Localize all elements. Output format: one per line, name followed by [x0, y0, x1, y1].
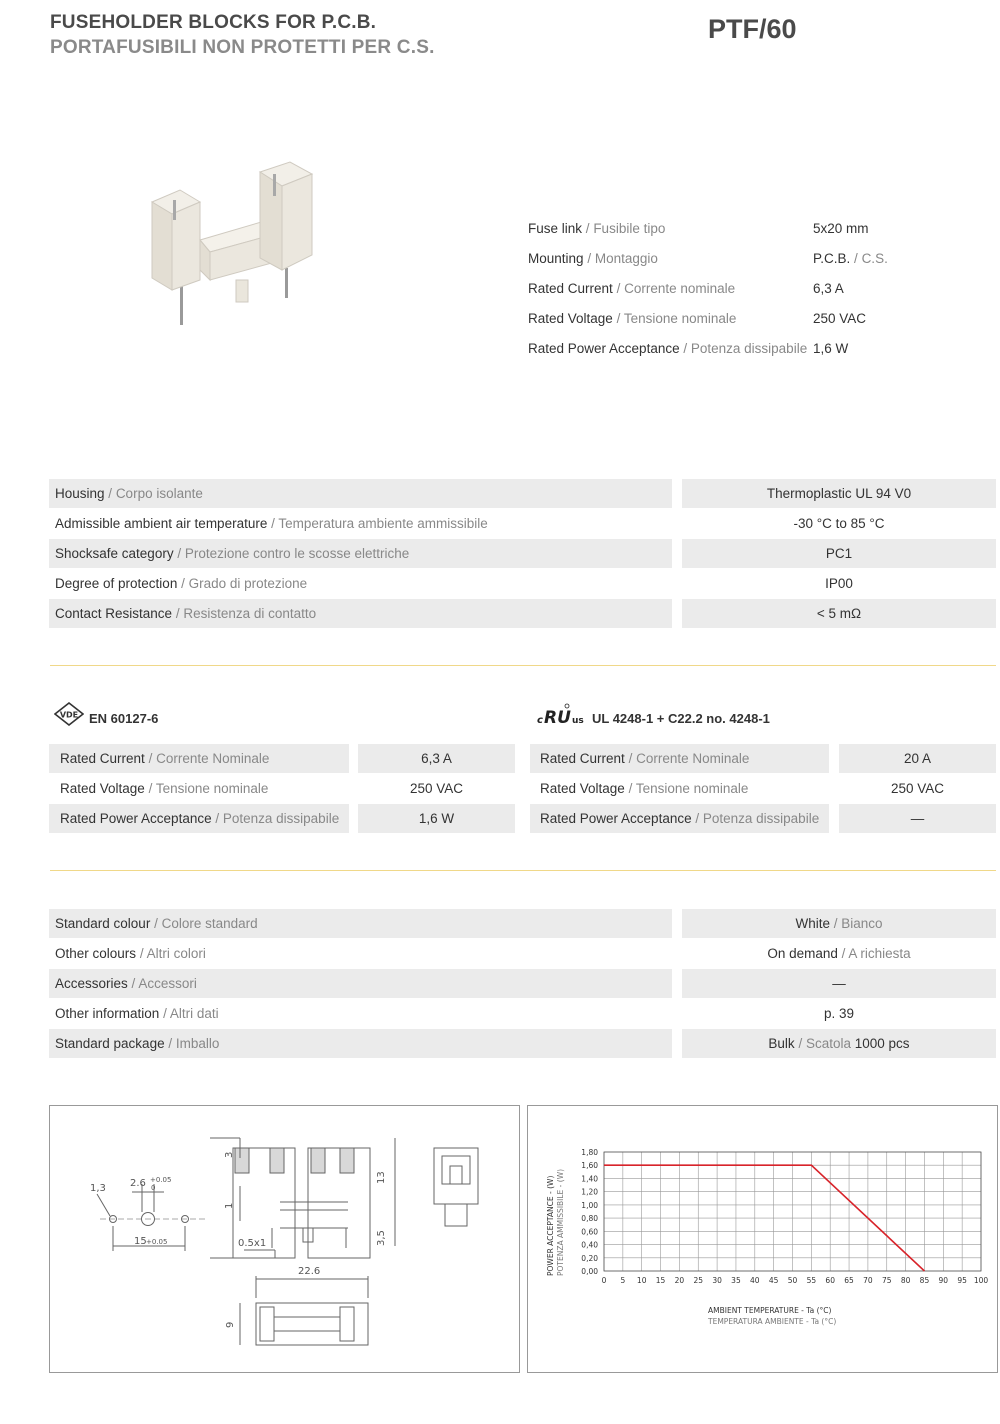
row-label-it: Temperatura ambiente ammissibile [278, 516, 488, 531]
table-row: Other information / Altri dati p. 39 [0, 999, 1000, 1028]
table-row: Contact Resistance / Resistenza di contatto < 5 mΩ [0, 599, 1000, 628]
dim-pin: 0.5x1 [238, 1238, 267, 1249]
row-value: White [795, 916, 830, 931]
row-label-it: Altri dati [169, 1006, 219, 1021]
y-tick-label: 1,00 [581, 1200, 598, 1210]
row-label-it: Colore standard [161, 916, 258, 931]
row-label: Standard package [55, 1036, 165, 1051]
x-tick-label: 65 [844, 1276, 854, 1285]
x-tick-label: 50 [787, 1276, 798, 1285]
technical-drawing-box [49, 1105, 520, 1373]
dim-length: 22.6 [298, 1266, 321, 1277]
y-axis-label-it: POTENZA AMMISSIBILE - (W) [556, 1168, 565, 1276]
row-label-it: Accessori [138, 976, 197, 991]
x-tick-label: 25 [693, 1276, 704, 1285]
spec-value: 250 VAC [813, 311, 867, 326]
row-label-it: Potenza dissipabile [702, 811, 820, 826]
ul-logo-ru: RU [544, 708, 571, 728]
spec-label-it: Fusibile tipo [593, 221, 666, 236]
row-label-it: Tensione nominale [155, 781, 269, 796]
row-label: Rated Voltage [60, 781, 145, 796]
x-tick-label: 60 [825, 1276, 835, 1285]
dim-3-5: 3,5 [376, 1230, 387, 1246]
row-label: Standard colour [55, 916, 151, 931]
y-tick-label: 0,60 [581, 1227, 598, 1237]
row-value: On demand [767, 946, 838, 961]
x-tick-label: 20 [674, 1276, 685, 1285]
row-value: — [910, 811, 925, 826]
row-label: Other information [55, 1006, 160, 1021]
x-axis-label: AMBIENT TEMPERATURE - Ta (°C) [708, 1306, 832, 1315]
product-photo [140, 90, 380, 400]
spec-value-it: C.S. [861, 251, 888, 266]
x-tick-label: 30 [712, 1276, 722, 1285]
spec-label-it: Montaggio [594, 251, 658, 266]
y-axis-label: POWER ACCEPTANCE - (W) [546, 1175, 555, 1276]
spec-label-it: Corrente nominale [624, 281, 736, 296]
row-label: Rated Power Acceptance [540, 811, 692, 826]
row-label: Degree of protection [55, 576, 178, 591]
y-axis [581, 1148, 598, 1276]
row-label-it: Grado di protezione [188, 576, 308, 591]
row-label-it: Altri colori [146, 946, 206, 961]
x-tick-label: 100 [973, 1276, 989, 1285]
cert-standard-ul: UL 4248-1 + C22.2 no. 4248-1 [592, 711, 770, 726]
vde-logo-icon [54, 702, 84, 726]
row-label: Rated Voltage [540, 781, 625, 796]
row-value-it: Bianco [841, 916, 883, 931]
title-italian: PORTAFUSIBILI NON PROTETTI PER C.S. [50, 37, 435, 58]
technical-drawing [50, 1106, 519, 1372]
row-value: p. 39 [823, 1006, 855, 1021]
cert-table-row: Rated Current / Corrente Nominale 6,3 A Rated Current / Corrente Nominale 20 A [0, 744, 1000, 773]
table-row: Other colours / Altri colori On demand / A richiesta [55, 946, 911, 961]
row-value: 250 VAC [890, 781, 945, 796]
row-label: Housing [55, 486, 105, 501]
dim-13: 13 [376, 1171, 387, 1184]
row-value-qty: 1000 pcs [854, 1036, 910, 1051]
row-label-it: Tensione nominale [635, 781, 749, 796]
x-tick-label: 75 [881, 1276, 892, 1285]
x-tick-label: 5 [620, 1276, 626, 1285]
spec-value: 1,6 W [813, 341, 849, 356]
row-value-it: Scatola [805, 1036, 851, 1051]
x-tick-label: 85 [919, 1276, 930, 1285]
y-tick-label: 0,80 [581, 1214, 598, 1224]
spec-label: Mounting [528, 251, 584, 266]
spec-label-it: Potenza dissipabile [690, 341, 808, 356]
x-tick-label: 90 [938, 1276, 949, 1285]
dim-3: 3 [224, 1151, 235, 1158]
cert-table-row: Rated Power Acceptance / Potenza dissipabile 1,6 W Rated Power Acceptance / Potenza dissipabile — [0, 804, 1000, 833]
y-tick-label: 1,20 [581, 1187, 598, 1197]
x-tick-label: 45 [768, 1276, 779, 1285]
row-label: Admissible ambient air temperature [55, 516, 268, 531]
row-value: IP00 [825, 576, 853, 591]
chart-grid [604, 1152, 981, 1271]
cert-header-vde [54, 702, 514, 732]
table-row: Degree of protection / Grado di protezione IP00 [0, 569, 1000, 598]
row-value: Thermoplastic UL 94 V0 [766, 486, 912, 501]
x-tick-label: 35 [731, 1276, 741, 1285]
table-row: Accessories / Accessori — [0, 969, 1000, 998]
spec-row-fuse-link: Fuse link / Fusibile tipo 5x20 mm [528, 214, 968, 244]
row-value: 6,3 A [421, 751, 452, 766]
spec-label: Rated Voltage [528, 311, 613, 326]
row-value: 250 VAC [409, 781, 464, 796]
spec-row-mounting: Mounting / Montaggio P.C.B. / C.S. [528, 251, 888, 266]
table-row: Admissible ambient air temperature / Temperatura ambiente ammissibile -30 °C to 85 °C [0, 509, 1000, 538]
x-tick-label: 70 [863, 1276, 873, 1285]
spec-label-it: Tensione nominale [623, 311, 737, 326]
vde-logo-text: VDE [59, 710, 79, 720]
row-value: -30 °C to 85 °C [793, 516, 885, 531]
row-label: Other colours [55, 946, 137, 961]
section-divider [50, 665, 996, 666]
ul-logo-c: c [537, 715, 543, 726]
table-row: Standard package / Imballo Bulk / Scatola 1000 pcs [0, 1029, 1000, 1058]
spec-label: Rated Current [528, 281, 613, 296]
dim-tol-plus: +0.05 [150, 1176, 172, 1184]
row-label: Rated Current [540, 751, 625, 766]
dim-pitch-tol: +0.05 [146, 1238, 168, 1246]
spec-value: 6,3 A [813, 281, 844, 296]
section-divider [50, 870, 996, 871]
row-label-it: Potenza dissipabile [222, 811, 340, 826]
row-label-it: Imballo [175, 1036, 220, 1051]
y-tick-label: 1,40 [581, 1174, 598, 1184]
x-tick-label: 0 [601, 1276, 607, 1285]
ul-recognized-logo-icon [536, 702, 586, 728]
row-value: Bulk [768, 1036, 795, 1051]
x-tick-label: 15 [655, 1276, 666, 1285]
ul-logo-us: us [572, 716, 584, 726]
y-tick-label: 1,80 [581, 1148, 598, 1157]
row-label-it: Protezione contro le scosse elettriche [184, 546, 410, 561]
x-tick-label: 80 [900, 1276, 911, 1285]
x-tick-label: 10 [636, 1276, 647, 1285]
row-label-it: Corpo isolante [115, 486, 203, 501]
y-tick-label: 0,00 [581, 1267, 598, 1276]
row-label-it: Resistenza di contatto [183, 606, 317, 621]
cert-header-ul [536, 702, 996, 732]
row-value: — [832, 976, 846, 991]
spec-value: P.C.B. [813, 251, 851, 266]
row-value: 20 A [903, 751, 932, 766]
y-tick-label: 1,60 [581, 1161, 598, 1171]
dim-tol-zero: 0 [151, 1184, 156, 1192]
y-tick-label: 0,40 [581, 1240, 598, 1250]
y-tick-label: 0,20 [581, 1253, 598, 1263]
x-axis [602, 1276, 989, 1285]
spec-row-rated-power: Rated Power Acceptance / Potenza dissipabile 1,6 W [528, 334, 968, 364]
spec-label: Fuse link [528, 221, 583, 236]
cert-standard-vde: EN 60127-6 [89, 711, 159, 726]
dim-1: 1 [224, 1202, 235, 1209]
table-row: Standard colour / Colore standard White / Bianco [0, 909, 1000, 938]
spec-row-rated-current: Rated Current / Corrente nominale 6,3 A [528, 274, 968, 304]
row-value: < 5 mΩ [816, 606, 862, 621]
dim-hole: 1,3 [90, 1183, 106, 1194]
dim-width: 9 [225, 1321, 236, 1328]
model-code: PTF/60 [708, 14, 797, 44]
table-row: Shocksafe category / Protezione contro le scosse elettriche PC1 [0, 539, 1000, 568]
row-label-it: Corrente Nominale [156, 751, 270, 766]
table-row: Housing / Corpo isolante Thermoplastic UL 94 V0 [0, 479, 1000, 508]
row-label: Contact Resistance [55, 606, 173, 621]
spec-value: 5x20 mm [813, 221, 869, 236]
row-label-it: Corrente Nominale [636, 751, 750, 766]
x-tick-label: 40 [750, 1276, 760, 1285]
row-label: Accessories [55, 976, 128, 991]
row-value: 1,6 W [418, 811, 455, 826]
dim-pitch-main: 15 [134, 1236, 147, 1247]
row-label: Rated Power Acceptance [60, 811, 212, 826]
cert-table-row: Rated Voltage / Tensione nominale 250 VAC Rated Voltage / Tensione nominale 250 VAC [0, 774, 1000, 803]
row-value: PC1 [825, 546, 853, 561]
row-label: Rated Current [60, 751, 145, 766]
spec-label: Rated Power Acceptance [528, 341, 680, 356]
x-tick-label: 95 [957, 1276, 967, 1285]
derating-chart-box [527, 1105, 998, 1373]
derating-chart [528, 1106, 997, 1372]
x-axis-label-it: TEMPERATURA AMBIENTE - Ta (°C) [708, 1317, 837, 1326]
title-english: FUSEHOLDER BLOCKS FOR P.C.B. [50, 12, 377, 33]
row-value-it: A richiesta [848, 946, 911, 961]
x-tick-label: 55 [806, 1276, 817, 1285]
row-label: Shocksafe category [55, 546, 174, 561]
dim-pitch-small: 2.6 [130, 1178, 146, 1189]
spec-row-rated-voltage: Rated Voltage / Tensione nominale 250 VAC [528, 304, 968, 334]
